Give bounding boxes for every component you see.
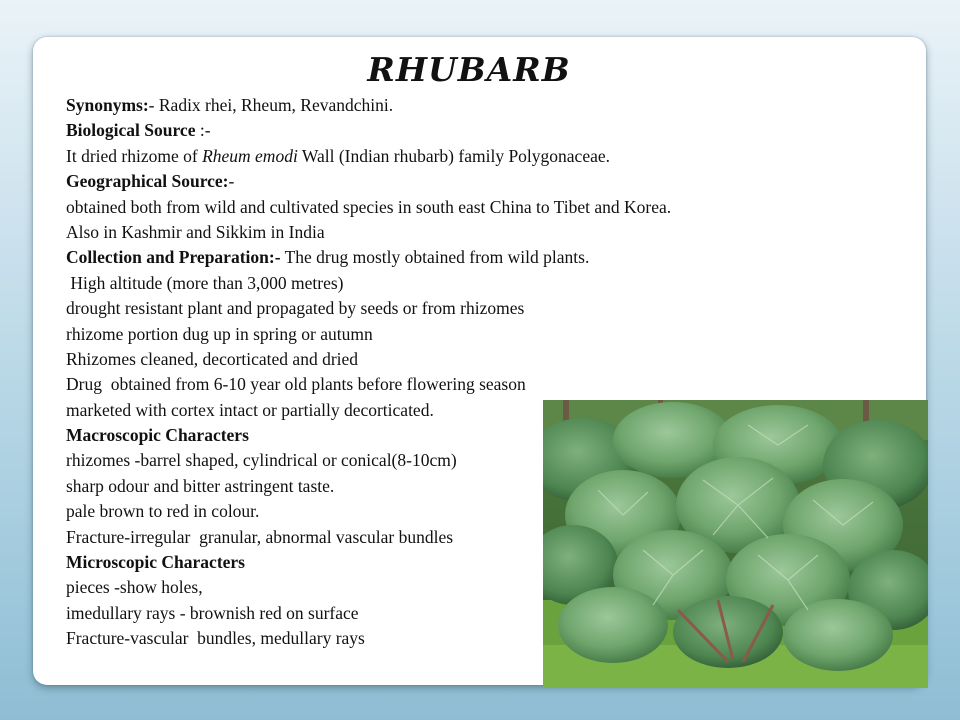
geographical-source-heading: Geographical Source: (66, 171, 229, 192)
biological-source-line (66, 118, 846, 143)
text-fragment: It dried rhizome of (66, 145, 203, 166)
biological-source-text (66, 144, 846, 169)
synonyms-line (66, 93, 846, 118)
collection-text: The drug mostly obtained from wild plants. (280, 247, 590, 268)
geographical-text-2: Also in Kashmir and Sikkim in India (66, 221, 325, 242)
species-name: Rheum emodi (202, 145, 298, 166)
macroscopic-text-3: pale brown to red in colour. (66, 501, 260, 522)
macroscopic-heading: Macroscopic Characters (66, 425, 249, 446)
macroscopic-text-2: sharp odour and bitter astringent taste. (66, 475, 335, 496)
collection-text-4: Rhizomes cleaned, decorticated and dried (66, 348, 359, 369)
rhubarb-plant-photo (543, 400, 928, 688)
macroscopic-text-1: rhizomes -barrel shaped, cylindrical or conical(8-10cm) (66, 450, 457, 471)
microscopic-text-1: pieces -show holes, (66, 577, 203, 598)
synonyms-heading: Synonyms: (66, 95, 149, 115)
macroscopic-text-4: Fracture-irregular granular, abnormal vascular bundles (66, 526, 454, 547)
collection-text-3: rhizome portion dug up in spring or autumn (66, 323, 373, 344)
geographical-source-line (66, 169, 846, 194)
leaf-cluster (543, 402, 928, 671)
geographical-source-suffix: - (228, 171, 235, 192)
slide-title: RHUBARB (367, 50, 571, 89)
geographical-text-1: obtained both from wild and cultivated species in south east China to Tibet and Korea. (66, 196, 672, 217)
biological-source-heading: Biological Source (66, 120, 200, 141)
collection-text-1: High altitude (more than 3,000 metres) (66, 272, 344, 293)
collection-text-2: drought resistant plant and propagated by seeds or from rhizomes (66, 298, 525, 319)
collection-text-5: Drug obtained from 6-10 year old plants before flowering season (66, 374, 526, 395)
synonyms-text: - Radix rhei, Rheum, Revandchini. (148, 95, 394, 115)
microscopic-text-3: Fracture-vascular bundles, medullary rays (66, 628, 365, 649)
collection-line (66, 245, 846, 270)
collection-heading: Collection and Preparation:- (66, 247, 281, 268)
collection-text-6: marketed with cortex intact or partially decorticated. (66, 399, 434, 420)
text-fragment: Wall (Indian rhubarb) family Polygonaceae. (297, 145, 611, 166)
microscopic-text-2: imedullary rays - brownish red on surface (66, 602, 359, 623)
biological-source-suffix: :- (199, 120, 211, 141)
microscopic-heading: Microscopic Characters (66, 552, 245, 573)
